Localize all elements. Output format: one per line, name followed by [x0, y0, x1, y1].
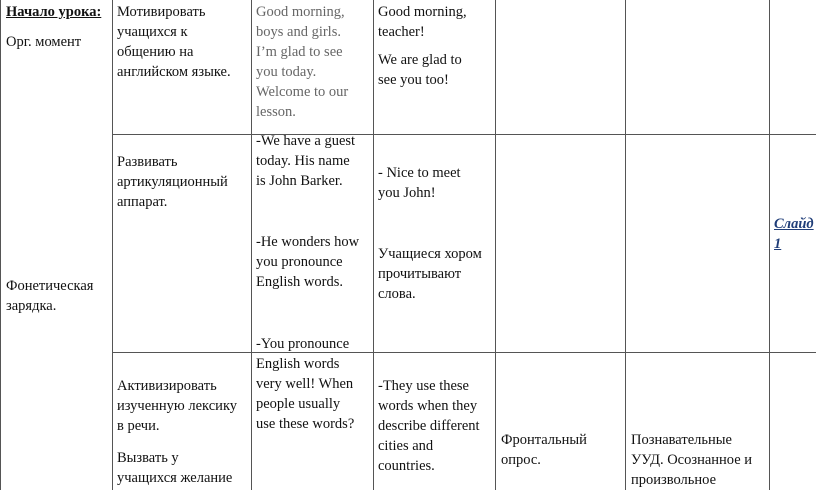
goal-activate-vocabulary: Активизировать изученную лексику в речи.: [117, 378, 238, 434]
students-read-chorus: Учащиеся хором прочитывают слова.: [378, 246, 482, 302]
teacher-greeting: Good morning, boys and girls. I’m glad to see you today. Welcome to our lesson.: [256, 4, 349, 120]
column-divider: [495, 0, 496, 490]
work-form-frontal: Фронтальный опрос.: [501, 432, 587, 468]
teacher-pronounce-question: -He wonders how you pronounce English words.: [256, 234, 360, 290]
org-moment-label: Орг. момент: [6, 34, 82, 50]
goal-motivation-continued: Вызвать у учащихся желание: [117, 450, 233, 486]
students-greeting: Good morning, teacher!: [378, 4, 467, 40]
row-divider: [112, 352, 816, 353]
row-divider: [112, 134, 816, 135]
lesson-start-heading: Начало урока:: [6, 4, 102, 20]
column-divider: [112, 0, 113, 490]
table-border-left: [0, 0, 1, 490]
column-divider: [625, 0, 626, 490]
goal-articulation: Развивать артикуляционный аппарат.: [117, 154, 228, 210]
column-divider: [373, 0, 374, 490]
students-glad: We are glad to see you too!: [378, 52, 462, 88]
column-divider: [251, 0, 252, 490]
teacher-praise-start: -You pronounce: [256, 336, 350, 352]
students-answer-usage: -They use these words when they describe different cities and countries.: [378, 378, 480, 474]
uud-cognitive: Познавательные УУД. Осознанное и произвольное: [631, 432, 753, 488]
phonetic-exercise-label: Фонетическая зарядка.: [6, 278, 94, 314]
teacher-guest-intro: -We have a guest today. His name is John Barker.: [256, 133, 356, 189]
slide-reference: Слайд 1: [774, 216, 814, 252]
students-nice-to-meet: - Nice to meet you John!: [378, 165, 461, 201]
column-divider: [769, 0, 770, 490]
teacher-praise-question: English words very well! When people usually use these words?: [256, 356, 355, 432]
goal-motivate: Мотивировать учащихся к общению на английском языке.: [117, 4, 231, 80]
